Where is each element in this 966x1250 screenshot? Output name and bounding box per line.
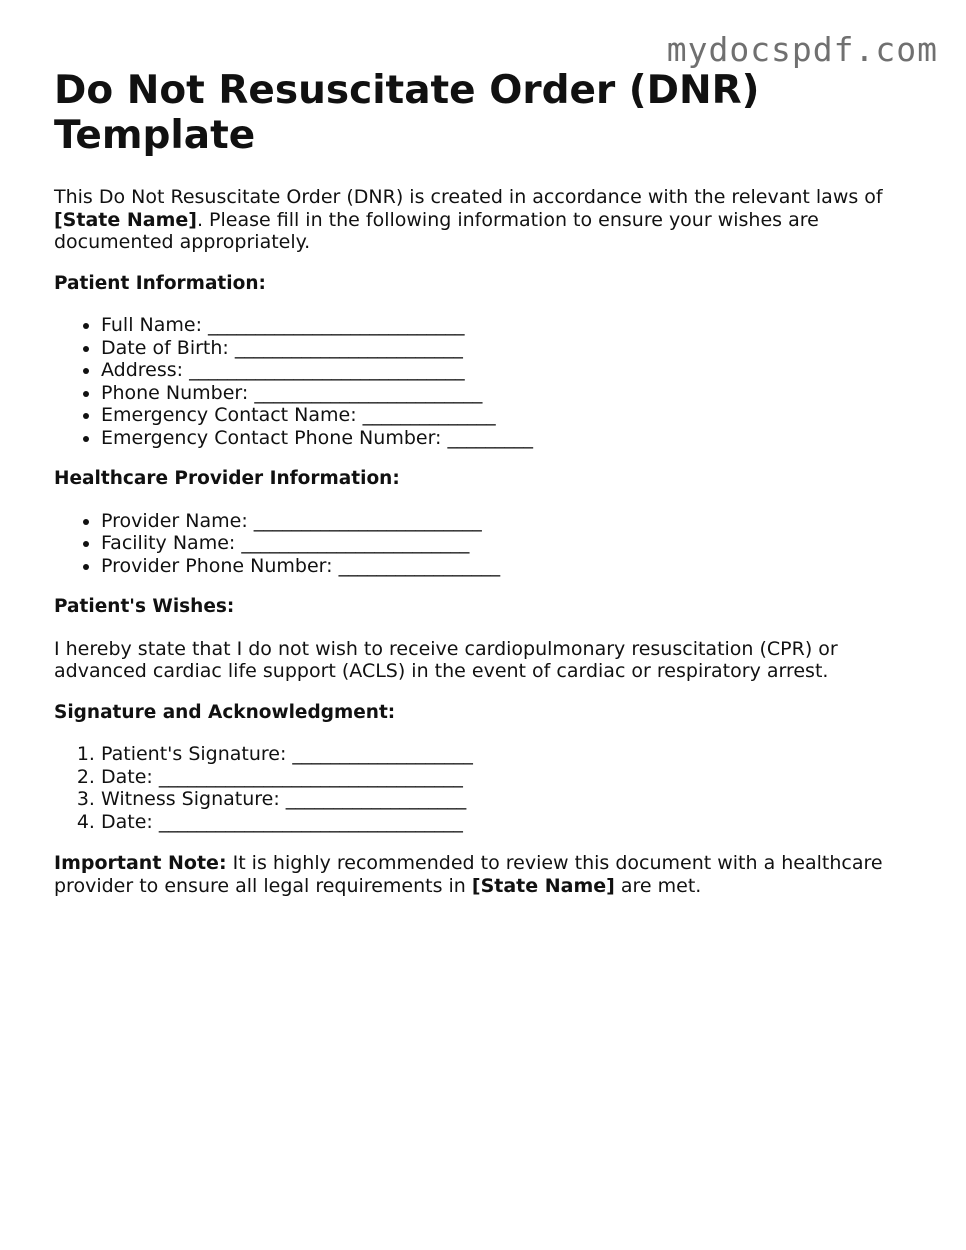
patient-full-name-field: • Full Name: ___________________________ xyxy=(101,314,904,337)
watermark: mydocspdf.com xyxy=(666,30,938,69)
provider-phone-field: • Provider Phone Number: _________________ xyxy=(101,555,904,578)
important-note-text-end: are met. xyxy=(614,874,702,897)
intro-state-placeholder: [State Name] xyxy=(54,208,197,231)
patient-date-field: 2. Date: ________________________________ xyxy=(101,766,904,789)
patient-info-list xyxy=(54,314,904,449)
patient-info-heading: Patient Information: xyxy=(54,272,266,294)
wishes-heading: Patient's Wishes: xyxy=(54,596,235,617)
important-note-label: Important Note: xyxy=(54,852,227,874)
note-state-placeholder: [State Name] xyxy=(471,874,615,897)
patient-address-field: • Address: _____________________________ xyxy=(101,359,904,382)
important-note-text-start: It is highly recommended to review this document with a healthcare provider to ensure all legal requirements in xyxy=(54,852,883,897)
emergency-contact-phone-field: • Emergency Contact Phone Number: _________ xyxy=(101,427,904,450)
witness-date-field: 4. Date: ________________________________ xyxy=(101,811,904,834)
intro-text-start: This Do Not Resuscitate Order (DNR) is created in accordance with the relevant laws of xyxy=(54,186,883,208)
provider-name-field: • Provider Name: ________________________ xyxy=(101,510,904,533)
document-page xyxy=(54,68,904,897)
emergency-contact-name-field: • Emergency Contact Name: ______________ xyxy=(101,404,904,427)
facility-name-field: • Facility Name: ________________________ xyxy=(101,532,904,555)
signature-list xyxy=(54,743,904,833)
patient-dob-field: • Date of Birth: ________________________ xyxy=(101,337,904,360)
important-note xyxy=(54,852,904,897)
provider-info-list xyxy=(54,510,904,578)
intro-paragraph xyxy=(54,186,904,254)
patient-signature-field: 1. Patient's Signature: ___________________ xyxy=(101,743,904,766)
intro-text-end: . Please fill in the following information to ensure your wishes are documented appropriately. xyxy=(54,208,819,253)
provider-info-heading: Healthcare Provider Information: xyxy=(54,468,400,489)
witness-signature-field: 3. Witness Signature: ___________________ xyxy=(101,788,904,811)
patient-phone-field: • Phone Number: ________________________ xyxy=(101,382,904,405)
page-title: Do Not Resuscitate Order (DNR) Template xyxy=(54,68,760,158)
wishes-paragraph: I hereby state that I do not wish to receive cardiopulmonary resuscitation (CPR) or advanced cardiac life support (ACLS) in the event of cardiac or respiratory arrest. xyxy=(54,637,838,682)
signature-heading: Signature and Acknowledgment: xyxy=(54,701,396,723)
